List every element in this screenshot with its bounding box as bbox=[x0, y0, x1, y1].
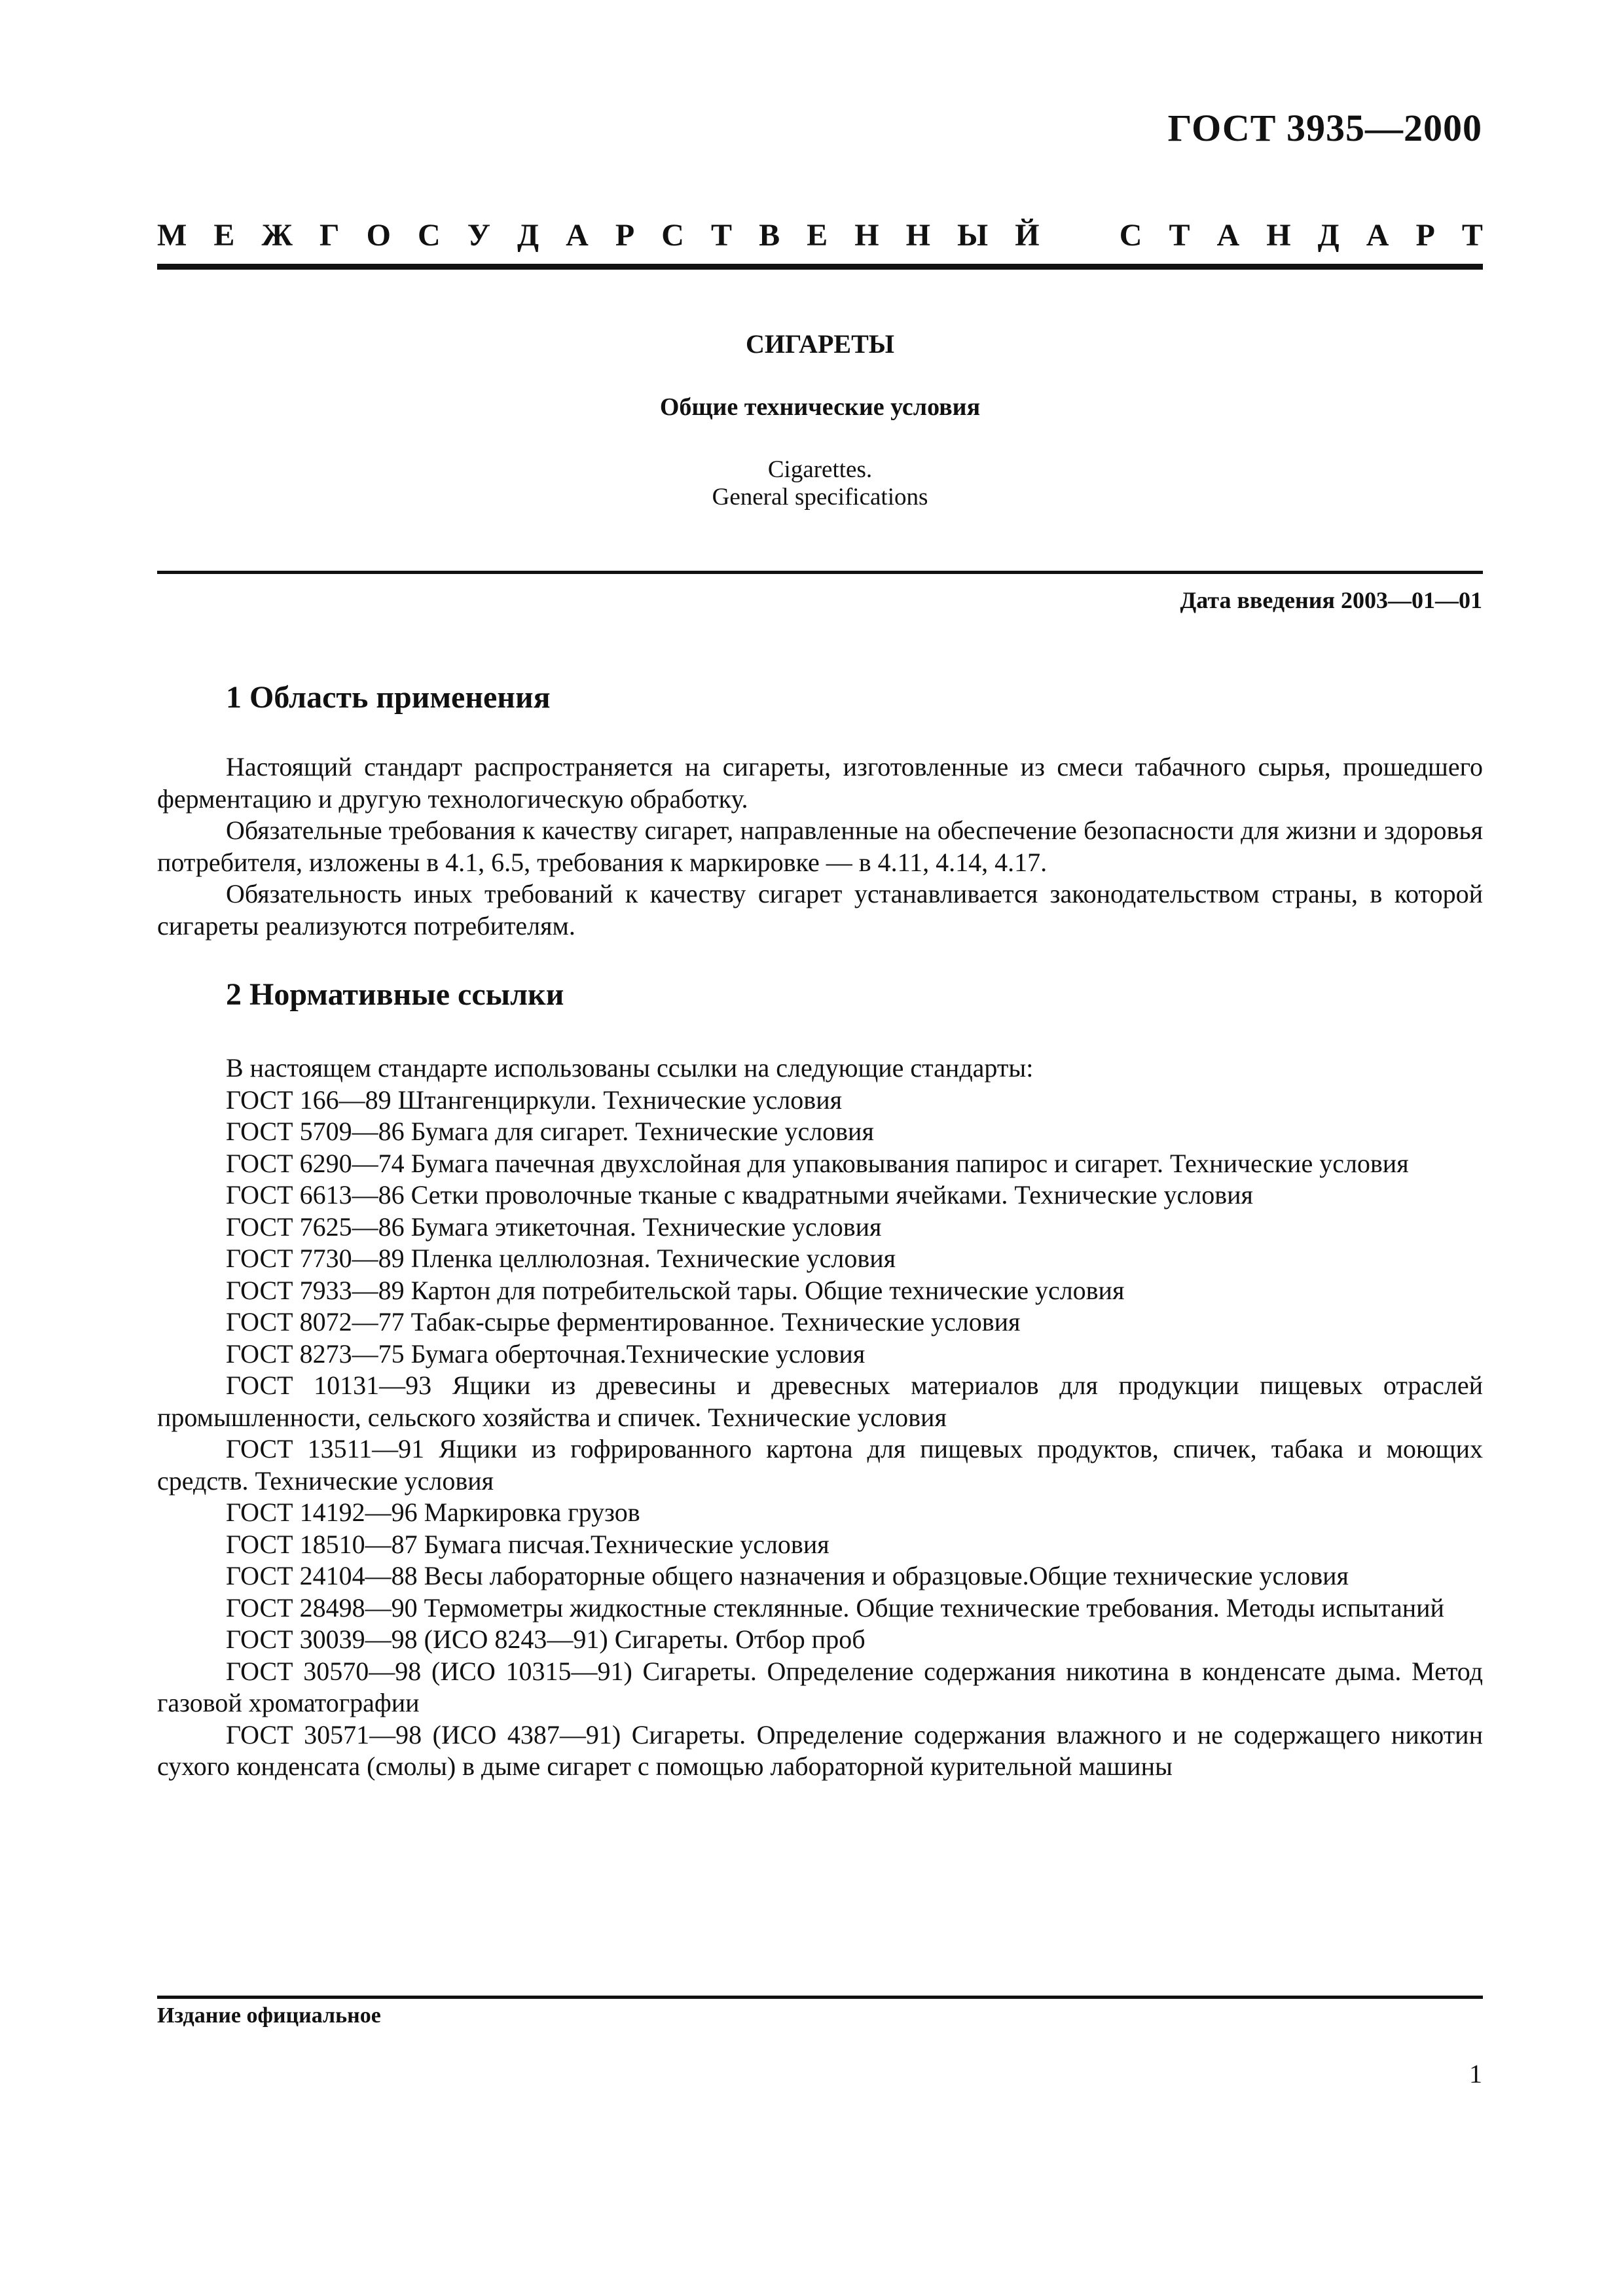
english-subtitle: General specifications bbox=[712, 484, 928, 511]
reference-item: ГОСТ 28498—90 Термометры жидкостные стеклянные. Общие технические требования. Методы испытаний bbox=[226, 1592, 1444, 1623]
banner-letter: У bbox=[467, 218, 490, 253]
banner-letter: О bbox=[366, 218, 391, 253]
banner-letter: С bbox=[1119, 218, 1142, 253]
reference-item: ГОСТ 24104—88 Весы лабораторные общего назначения и образцовые.Общие технические условия bbox=[226, 1561, 1349, 1590]
reference-item: ГОСТ 5709—86 Бумага для сигарет. Технические условия bbox=[226, 1117, 874, 1146]
banner-letter: Й bbox=[1015, 218, 1040, 253]
header-rule bbox=[157, 264, 1483, 270]
reference-item: ГОСТ 6613—86 Сетки проволочные тканые с квадратными ячейками. Технические условия bbox=[226, 1180, 1253, 1210]
banner-letter: А bbox=[566, 218, 589, 253]
reference-item: ГОСТ 166—89 Штангенциркули. Технические условия bbox=[226, 1085, 842, 1115]
banner-letter: С bbox=[418, 218, 441, 253]
banner-letter: Р bbox=[615, 218, 635, 253]
reference-item: ГОСТ 8273—75 Бумага оберточная.Технические условия bbox=[226, 1338, 866, 1369]
reference-item: ГОСТ 8072—77 Табак-сырье ферментированное. Технические условия bbox=[226, 1307, 1021, 1336]
banner-letter: М bbox=[157, 218, 187, 253]
banner-letter: Е bbox=[213, 218, 235, 253]
introduction-date: Дата введения 2003—01—01 bbox=[1180, 587, 1482, 613]
paragraph: Обязательность иных требований к качеству сигарет устанавливается законодательством страны, в которой сигареты реализуются потребителям. bbox=[157, 879, 1483, 941]
banner-letter: Р bbox=[1415, 218, 1435, 253]
reference-item: ГОСТ 6290—74 Бумага пачечная двухслойная для упаковывания папирос и сигарет. Технические условия bbox=[226, 1148, 1409, 1178]
references-intro: В настоящем стандарте использованы ссылки на следующие стандарты: bbox=[226, 1053, 1034, 1083]
footer-rule bbox=[157, 1996, 1483, 1999]
reference-item: ГОСТ 14192—96 Маркировка грузов bbox=[226, 1498, 640, 1527]
reference-item: ГОСТ 30039—98 (ИСО 8243—91) Сигареты. Отбор проб bbox=[226, 1624, 866, 1654]
section-1-heading: 1 Область применения bbox=[226, 680, 551, 715]
document-title: СИГАРЕТЫ bbox=[745, 329, 895, 359]
banner-letter: Т bbox=[1461, 218, 1483, 253]
reference-item: ГОСТ 10131—93 Ящики из древесины и древесных материалов для продукции пищевых отраслей промышленности, сельского хозяйства и спичек. Технические условия bbox=[157, 1371, 1483, 1432]
banner-letter: Ж bbox=[261, 218, 293, 253]
banner-letter: Т bbox=[710, 218, 732, 253]
banner-letter: Т bbox=[1169, 218, 1190, 253]
banner-word-gap bbox=[1067, 217, 1093, 253]
reference-item: ГОСТ 30571—98 (ИСО 4387—91) Сигареты. Определение содержания влажного и не содержащего никотин сухого конденсата (смолы) в дыме сигарет с помощью лабораторной курительной машины bbox=[157, 1719, 1483, 1781]
reference-item: ГОСТ 7730—89 Пленка целлюлозная. Технические условия bbox=[226, 1244, 896, 1273]
banner-letter: Е bbox=[807, 218, 828, 253]
reference-item: ГОСТ 13511—91 Ящики из гофрированного картона для пищевых продуктов, спичек, табака и моющих средств. Технические условия bbox=[157, 1434, 1483, 1496]
document-number: ГОСТ 3935—2000 bbox=[1167, 107, 1482, 149]
page-number: 1 bbox=[1469, 2059, 1482, 2089]
banner-letter: Ы bbox=[957, 218, 989, 253]
official-edition-label: Издание официальное bbox=[157, 2003, 381, 2028]
banner-letter: Н bbox=[1266, 218, 1291, 253]
banner-letter: Д bbox=[1317, 218, 1340, 253]
paragraph: Обязательные требования к качеству сигарет, направленные на обеспечение безопасности для жизни и здоровья потребителя, изложены в 4.1, 6.5, требования к маркировке — в 4.11, 4.14, 4.17. bbox=[157, 816, 1483, 877]
title-rule bbox=[157, 571, 1483, 574]
section-1-body bbox=[157, 751, 1483, 942]
banner-letter: Д bbox=[517, 218, 539, 253]
document-subtitle: Общие технические условия bbox=[659, 393, 981, 421]
section-2-heading: 2 Нормативные ссылки bbox=[226, 977, 564, 1012]
reference-item: ГОСТ 7933—89 Картон для потребительской тары. Общие технические условия bbox=[226, 1275, 1125, 1305]
english-title: Cigarettes. bbox=[767, 456, 873, 483]
reference-item: ГОСТ 30570—98 (ИСО 10315—91) Сигареты. Определение содержания никотина в конденсате дыма. Метод газовой хроматографии bbox=[157, 1656, 1483, 1717]
banner-letter: Г bbox=[319, 218, 340, 253]
paragraph: Настоящий стандарт распространяется на сигареты, изготовленные из смеси табачного сырья, прошедшего ферментацию и другую технологическую обработку. bbox=[157, 752, 1483, 814]
reference-item: ГОСТ 7625—86 Бумага этикеточная. Технические условия bbox=[226, 1211, 882, 1242]
reference-item: ГОСТ 18510—87 Бумага писчая.Технические условия bbox=[226, 1529, 830, 1559]
banner-letter: Н bbox=[905, 218, 930, 253]
banner-letter: С bbox=[661, 218, 684, 253]
banner-letter: Н bbox=[854, 218, 879, 253]
banner-letter: В bbox=[759, 218, 780, 253]
banner-letter: А bbox=[1366, 218, 1389, 253]
normative-references bbox=[157, 1052, 1483, 1783]
interstate-standard-banner bbox=[157, 217, 1483, 253]
banner-letter: А bbox=[1216, 218, 1240, 253]
